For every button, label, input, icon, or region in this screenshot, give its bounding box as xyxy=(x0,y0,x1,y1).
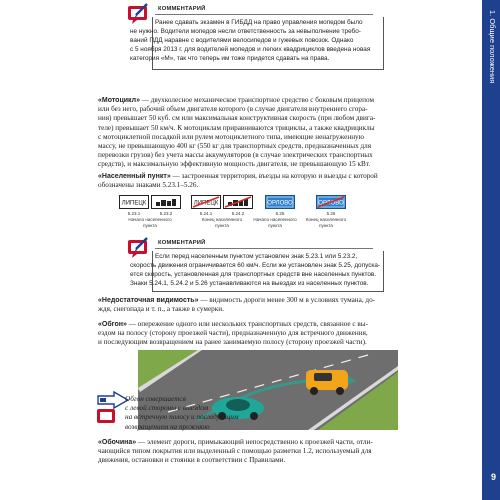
term: «Населенный пункт» xyxy=(98,173,171,180)
sign-text: ОРЛОВО xyxy=(318,200,344,207)
comment-title: КОММЕНТАРИЙ xyxy=(158,6,206,12)
comment-divider xyxy=(155,248,373,249)
sign-caption: Начало населенного пункта xyxy=(128,217,172,228)
sign-caption: Конец населенного пункта xyxy=(201,217,243,228)
term: «Обгон» xyxy=(98,321,127,328)
sign-text: ЛИПЕЦК xyxy=(193,200,219,207)
warning-flag-icon xyxy=(96,408,116,424)
sign-5-25 xyxy=(265,195,295,209)
sign-caption: Начало населенного пункта xyxy=(253,217,297,228)
definition-overtaking: «Обгон» — опережение одного или нескольких транспортных средств, связанное с вы- ездом на полосу (сторону проезжей части), предназначенную для встречного движения, и последующим возвращением на ранее занимаемую полосу (сторону проезжей части). xyxy=(98,320,369,347)
definition-shoulder: «Обочина» — элемент дороги, примыкающий непосредственно к проезжей части, отли- чающийся типом покрытия или выделенный с помощью разметки 1.2, используемый для движения, остановки и стоянки в соответствии с Правилами. xyxy=(98,438,373,465)
term: «Недостаточная видимость» xyxy=(98,297,199,304)
sign-number: 5.26 xyxy=(326,211,336,216)
comment-line: Ранее сдавать экзамен в ГИБДД на право управления мопедом было xyxy=(155,19,363,26)
sign-5-26 xyxy=(316,195,346,209)
sign-number: 5.24.1 xyxy=(199,211,213,216)
sign-number: 5.24.2 xyxy=(231,211,245,216)
definition-motorcycle: «Мотоцикл» — двухколесное механическое транспортное средство с боковым прицепом или без него, рабочий объем двигателя которого (в случае двигателя внутреннего сгора- ния) превышает 50 куб. см или максимальная конструктивная скорость (при любом двига- теле) превышает 50 км/ч. К мотоциклам приравниваются трициклы, а также квадрициклы с мотоциклетной посадкой или рулем мотоциклетного типа, имеющие ненагруженную массу, не превышающую 400 кг (550 кг для транспортных средств, предназначенных для перевозки грузов) без учета массы аккумуляторов (в случае электрических транспортных средств), и максимальную эффективную мощность двигателя, не превышающую 15 кВт. xyxy=(98,96,376,169)
sign-5-23-2 xyxy=(151,195,181,209)
sign-text: ОРЛОВО xyxy=(267,200,293,207)
comment-line: ваний ПДД наравне с водителями велосипедов и гужевых повозок. Однако xyxy=(130,37,354,44)
comment-divider xyxy=(155,14,373,15)
sign-5-24-2 xyxy=(223,195,253,209)
sign-caption: Конец населенного пункта xyxy=(305,217,347,228)
comment-text: Если перед населенным пунктом установлен знак 5.23.1 или 5.23.2, скорость движения ограничивается 60 км/ч. Если же установлен знак 5.25, допуска- ется скорость, установленная для транспортных средств вне населенных пунктов. Знаки 5.24.1, 5.24.2 и 5.26 устанавливаются на выездах из населенных пунктов. xyxy=(130,253,381,287)
sign-5-24-1 xyxy=(191,195,221,209)
term: «Обочина» xyxy=(98,439,137,446)
overtaking-note: Обгон совершается с левой стороны с выездом на встречную полосу и последующим возвращением на прежнюю xyxy=(125,395,239,431)
sign-text: ЛИПЕЦК xyxy=(121,200,147,207)
comment-line: с 5 ноября 2013 г. для водителей мопедов и легких квадрициклов введена новая xyxy=(130,46,371,53)
comment-text xyxy=(130,18,380,63)
term: «Мотоцикл» xyxy=(98,97,140,104)
section-sidebar xyxy=(482,0,500,500)
sign-number: 5.25 xyxy=(275,211,285,216)
definition-settlement: «Населенный пункт» — застроенная территория, въезды на которую и выезды с которой обозначены знаками 5.23.1–5.26. xyxy=(98,172,378,190)
sign-number: 5.23.2 xyxy=(159,211,173,216)
comment-line: категория «M», так что теперь им тоже придется сдавать на права. xyxy=(130,55,330,62)
sign-5-23-1 xyxy=(119,195,149,209)
sign-number: 5.23.1 xyxy=(127,211,141,216)
comment-title: КОММЕНТАРИЙ xyxy=(158,240,206,246)
page-number: 9 xyxy=(490,472,496,482)
comment-line: не нужно. Водители мопедов несли ответственность за невыполнение требо- xyxy=(130,28,361,35)
definition-visibility: «Недостаточная видимость» — видимость дороги менее 300 м в условиях тумана, до- ждя, снегопада и т. п., а также в сумерки. xyxy=(98,296,376,314)
section-label: 1. Общие положения xyxy=(488,10,497,84)
